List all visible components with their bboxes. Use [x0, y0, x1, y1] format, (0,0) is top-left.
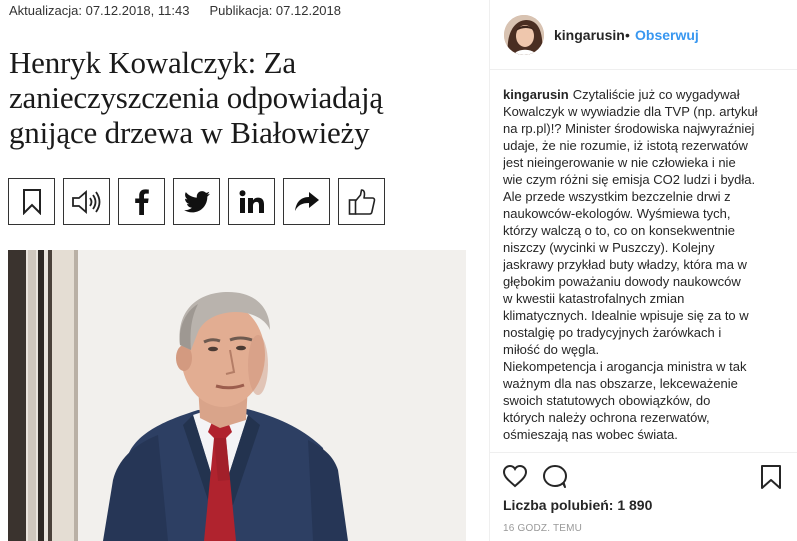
share-toolbar: [8, 178, 385, 225]
share-button[interactable]: [283, 178, 330, 225]
bookmark-icon: [22, 189, 42, 215]
post-action-bar: [490, 452, 797, 498]
caption-line: naukowców-ekologów. Wyśmiewa tych,: [503, 206, 731, 221]
article-photo: [8, 250, 466, 541]
caption-line: których należy ochrona rezerwatów,: [503, 410, 710, 425]
updated-date: Aktualizacja: 07.12.2018, 11:43: [9, 3, 190, 18]
caption-username-link[interactable]: kingarusin: [503, 87, 569, 102]
separator-dot: •: [625, 27, 630, 43]
caption-line: nostalgię po tradycyjnych żarówkach i: [503, 325, 722, 340]
heart-icon[interactable]: [502, 464, 528, 488]
caption-line: kingarusin Czytaliście już co wygadywał: [503, 87, 740, 102]
instagram-post-panel: [489, 0, 797, 541]
article-dates: [9, 3, 341, 18]
twitter-icon: [184, 191, 210, 213]
caption-line: ośmieszają nas wobec świata.: [503, 427, 678, 442]
caption-line: Kowalczyk w wywiadzie dla TVP (np. artykuł: [503, 104, 758, 119]
linkedin-share-button[interactable]: [228, 178, 275, 225]
share-arrow-icon: [295, 192, 319, 212]
headline-line: Henryk Kowalczyk: Za: [9, 45, 296, 80]
caption-line: głębokim poważaniu dowody naukowców: [503, 274, 741, 289]
linkedin-icon: [239, 190, 265, 214]
avatar-image: [504, 15, 544, 55]
likes-count[interactable]: Liczba polubień: 1 890: [503, 497, 653, 513]
caption-line: w kwestii katastrofalnych zmian: [503, 291, 685, 306]
speaker-icon: [71, 190, 103, 214]
avatar[interactable]: [504, 15, 544, 55]
post-timestamp[interactable]: 16 GODZ. TEMU: [503, 523, 583, 534]
post-caption: [503, 86, 785, 450]
caption-line: miłość do węgla.: [503, 342, 600, 357]
caption-line: klimatycznych. Idealnie wpisuje się za to w: [503, 308, 749, 323]
caption-line: Ale przede wszystkim bezczelnie drwi z: [503, 189, 731, 204]
headline-line: zanieczyszczenia odpowiadają: [9, 80, 383, 115]
caption-line: udaje, że nie rozumie, iż istotą rezerwatów: [503, 138, 748, 153]
facebook-share-button[interactable]: [118, 178, 165, 225]
caption-line: swoich statutowych obowiązków, do: [503, 393, 711, 408]
caption-line: którzy walczą o to, co on konsekwentnie: [503, 223, 735, 238]
headline-line: gnijące drzewa w Białowieży: [9, 115, 370, 150]
caption-line: wie czym różni się emisja CO2 ludzi i bydła.: [503, 172, 756, 187]
caption-line: ważnym dla nas obszarze, lekceważenie: [503, 376, 738, 391]
thumbs-up-icon: [348, 188, 376, 216]
comment-icon[interactable]: [542, 464, 568, 488]
caption-line: niszczy (wycinki w Puszczy). Kolejny: [503, 240, 715, 255]
username-link[interactable]: kingarusin: [554, 27, 625, 43]
like-button[interactable]: [338, 178, 385, 225]
twitter-share-button[interactable]: [173, 178, 220, 225]
caption-line: jaskrawy przykład buty władzy, która ma w: [503, 257, 747, 272]
save-bookmark-icon[interactable]: [760, 464, 782, 490]
follow-button[interactable]: Obserwuj: [635, 27, 699, 43]
listen-button[interactable]: [63, 178, 110, 225]
caption-line: jest nieingerowanie w nie człowieka i nie: [503, 155, 736, 170]
caption-line: Niekompetencja i arogancja ministra w tak: [503, 359, 747, 374]
article-headline: [9, 45, 439, 150]
post-header: [490, 0, 797, 70]
facebook-icon: [135, 189, 149, 215]
bookmark-button[interactable]: [8, 178, 55, 225]
published-date: Publikacja: 07.12.2018: [209, 3, 341, 18]
minister-portrait-image: [8, 250, 466, 541]
caption-line: na rp.pl)!? Minister środowiska najwyraźniej: [503, 121, 755, 136]
